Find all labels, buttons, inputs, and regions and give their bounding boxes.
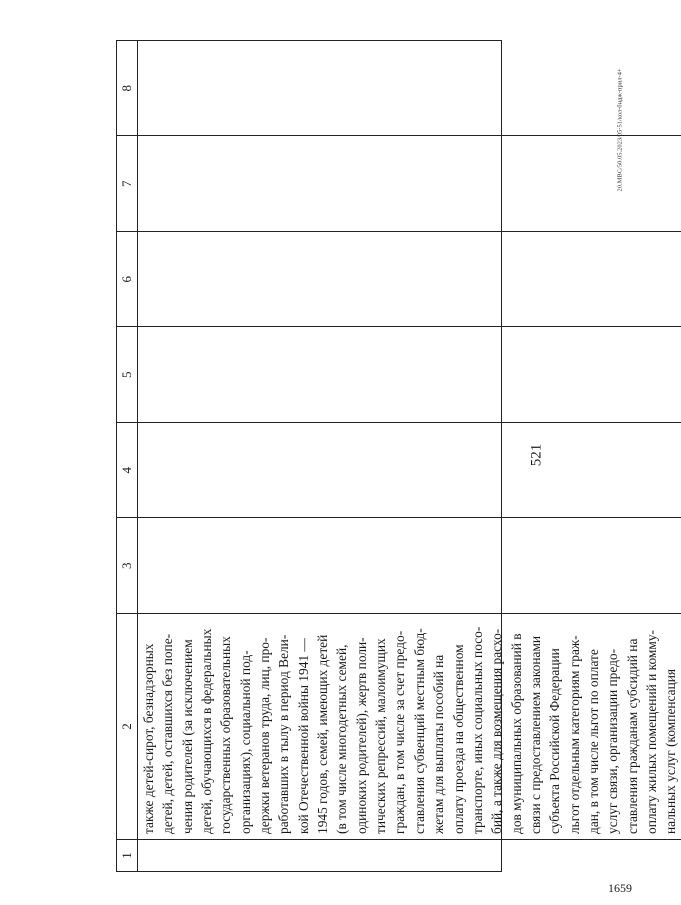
header-col-5: 5	[117, 327, 137, 423]
header-col-4: 4	[117, 422, 137, 518]
header-col-8: 8	[119, 85, 134, 92]
cell-col-7	[138, 136, 681, 232]
table-header-row	[117, 41, 138, 871]
cell-col-5	[138, 327, 681, 423]
header-col-1: 1	[117, 839, 137, 871]
cell-col-6	[138, 231, 681, 327]
header-col-7: 7	[117, 136, 137, 232]
cell-col-8	[138, 41, 681, 136]
cell-col-2-text: также детей-сирот, безнадзорных детей, детей, оставшихся без попе- чения родителей (за исключением детей, обучающихся в федеральных государственных образовательных организациях), социальной под- держки ветеранов труда, лиц, про- работавших в тылу в период Вели- кой Отечественной войны 1941 — 1945 годов, семей, имеющих детей (в том числе многодетных семей, одиноких родителей), жертв поли- тических репрессий, малоимущих граждан, в том числе за счет предо- ставления субвенций местным бюд- жетам для выплаты пособий на оплату проезда на общественном транспорте, иных социальных посо- бий, а также для возмещения расхо- дов муниципальных образований в связи с предоставлением законами субъекта Российской Федерации льгот отдельным категориям граж- дан, в том числе льгот по оплате услуг связи, организации предо- ставления гражданам субсидий на оплату жилых помещений и комму- нальных услуг (компенсация	[138, 613, 681, 839]
document-stamp: 20.МВС/50.05.2023/05-51/кол-бндж-прил-4+	[616, 68, 624, 192]
header-col-2: 2	[117, 613, 137, 839]
cell-col-1	[138, 839, 681, 871]
table-row	[138, 41, 681, 871]
header-col-6: 6	[117, 231, 137, 327]
header-col-3: 3	[117, 518, 137, 614]
page-number: 521	[528, 443, 545, 467]
cell-col-3	[138, 518, 681, 614]
cell-col-4	[138, 422, 681, 518]
folio-number: 1659	[608, 881, 632, 895]
